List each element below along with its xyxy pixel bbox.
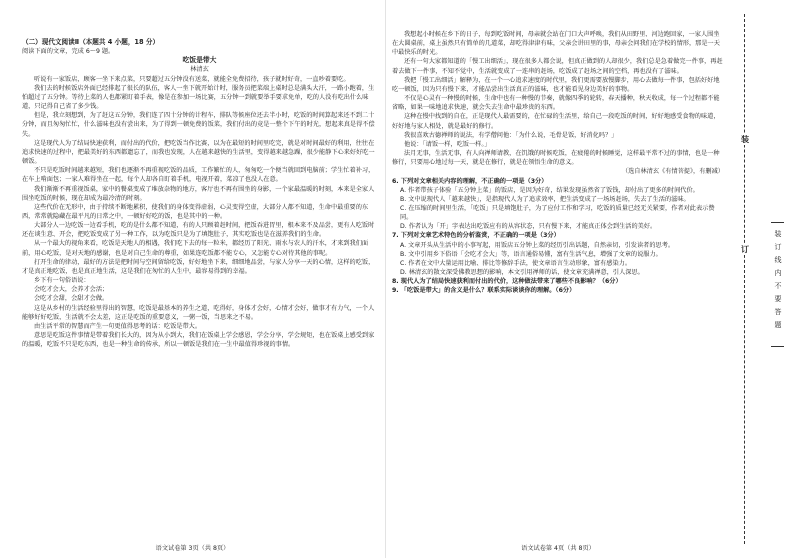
binding-mark-zhuang: 装 (736, 134, 754, 145)
reading-instruction: 阅读下面的文章，完成 6～9 题。 (22, 48, 115, 56)
question-6-option-d: D. 作者认为「开」字表达出吃饭应有的从容状态，只有慢下来，才能真正体会到生活的美好。 (400, 223, 657, 231)
article-paragraph: 不只是吃饭时间越来越短，我们也逐渐不再重视吃饭的品质，工作繁忙的人，匆匆吃一个便当就回到电脑前；学生忙着补习，在车上啃面包；一家人难得坐在一起，每个人却各自盯着手机，电视开着，菜凉了也没人在意。 (22, 167, 375, 184)
binding-rule-bottom (771, 346, 784, 347)
article-paragraph: 意思是吃饭这件事情是带着我们长大的，因为从小到大，我们在饭桌上学会感恩，学会分享，学会规矩，也在饭桌上感受到家的温暖，吃饭不只是吃东西，也是一种生命的传承，所以一顿饭是我们在一生中最值得珍视的事情。 (22, 332, 375, 349)
article-paragraph: 他说：「请饭一样，吃饭一样。」 (404, 140, 491, 148)
binding-dashed-line (744, 14, 745, 544)
article-author: 林清玄 (190, 66, 209, 74)
article-paragraph: 打开生命的律动，最好的方法是把时间与空间留给吃饭，好好地坐下来，细细地品尝，与家人分享一天的心情，这样的吃饭，才是真正地吃饭，也是真正地生活，这是我们在匆忙的人生中，最容易得到的幸福。 (22, 258, 375, 275)
article-paragraph: 法月无事，生活无事，有人向禅师请教，在饥饿的时候吃饭，在疲倦的时候睡觉，这样最平常不过的事情，也是一种修行，只要用心地过每一天，就是在修行，就是在领悟生命的意义。 (392, 150, 720, 167)
article-paragraph: 从一个最大的视角来看，吃饭是天地人的相遇，我们吃下去的每一粒米，都经历了阳光、雨水与农人的汗水，才来到我们面前，用心吃饭，是对天地的感谢，也是对自己生命的尊重，如果连吃饭都不能专心，又怎能专心对待其他的事呢。 (22, 240, 369, 257)
exam-page-left (0, 0, 385, 558)
article-paragraph: 我很喜欢古德禅师的说法，有学僧问他：「为什么说，毛骨是饭，好消化吗？」 (404, 131, 618, 139)
question-7-option-b: B. 文中引用乡下俗语「会吃才会大」等，语言通俗易懂，富有生活气息，增强了文章的说服力。 (400, 250, 662, 258)
question-7-stem: 7. 下列对文章艺术特色的分析鉴赏，不正确的一项是（3分） (392, 232, 560, 240)
article-paragraph: 我们渐渐不再重视饭桌，家中的餐桌变成了堆放杂物的地方，客厅也不再有围坐的身影，一个家最温暖的时刻，本来是全家人围坐吃饭的时候，现在却成为最冷清的时刻。 (22, 185, 375, 202)
article-paragraph: 这种在慢中找到的自在，正是现代人最需要的，在忙碌的生活里，给自己一段吃饭的时间，好好地感受食物的味道，好好地与家人相处，就是最好的修行。 (392, 113, 720, 130)
page-footer-left: 语文试卷第 3页（共 8页） (155, 545, 230, 552)
article-paragraph: 但是，我立刻想到，为了赶这五分钟，我们连了四十分钟的计程车，排队等候座位还去半小时，吃饭的时间算起来还不到二十分钟，而且匆匆忙忙，什么滋味也没有尝出来，为了得到一顿免费的饭菜，我们付出的竟是一整个下午的时光，想起来真是得不偿失。 (22, 112, 375, 138)
article-paragraph: 这些代价在无形中，由于持续不断地累积，使我们的身体变得虚弱，心灵变得空虚，大部分人都不知道，生命中最重要的东西，常常就隐藏在最平凡的日常之中，一顿好好吃的饭，也是其中的一种。 (22, 203, 369, 220)
question-6-option-a: A. 作者带孩子体验「五分钟上菜」的饭店，是因为好奇，结果发现虽然省了饭钱，却付出了更多的时间代价。 (400, 186, 699, 194)
article-paragraph: 还有一句大家都知道的「慢工出细活」，现在很多人都会说，但真正做到的人却很少，我们总是急着做完一件事，再赶着去做下一件事，不知不觉中，生活就变成了一连串的赶场，吃饭成了赶场之间的空档，再也没有了滋味。 (392, 58, 723, 75)
article-paragraph: 不仅是心灵有一种慢的时候，生命中也有一种慢的节奏，就像四季的轮转，春天播种，秋天收成，每一个过程都不能省略，如果一味地追求快速，就会失去生命中最珍贵的东西。 (392, 95, 720, 112)
section-heading: （二）现代文阅读Ⅱ（本题共 4 小题，18 分） (22, 38, 160, 46)
article-paragraph: 我们去的时候饭店外面已经排起了很长的队伍，客人一坐下就开始计时，服务员把菜端上桌时总是满头大汗，一路小跑着，生怕超过了五分钟。等待上菜的人也都紧盯着手表，像是在参加一场比赛，五分钟一到就要举手要求免单，吃的人没有吃出什么味道，只记得自己省了多少钱。 (22, 84, 375, 111)
page-footer-right: 语文试卷第 4页（共 8页） (521, 545, 595, 552)
article-paragraph: 我想起小时候在乡下的日子，每到吃饭时间，母亲就会站在门口大声呼唤，我们从田野里、河边跑回家，一家人围坐在大圆桌前，桌上虽然只有简单的几道菜，却吃得津津有味，父亲会讲田里的事，母亲会问我们在学校的情形，那是一天中最快乐的时光。 (392, 31, 720, 57)
article-title: 吃饭是带大 (182, 56, 217, 65)
article-paragraph: 乡下有一句俗语说： (34, 277, 90, 285)
question-7-option-a: A. 文章开头从生活中的小事写起，用饭店五分钟上菜的经历引出话题，自然亲切，引发读者的思考。 (400, 241, 675, 249)
article-paragraph: 这是现代人为了结局快速获利，而付出的代价，把吃饭当作比赛，以为在最短的时间里吃完，就是对时间最好的利用，往往在追求快速的过程中，把最美好的东西都遗忘了，而我也发现，人在越来越快的生活里，变得越来越急躁，很少能静下心来好好吃一顿饭。 (22, 139, 375, 166)
article-paragraph: 我把「慢工出细活」解释为，在一个一心追求速度的时代里，我们更需要放慢脚步，用心去做每一件事，包括好好地吃一顿饭，因为只有慢下来，才能品尝出生活真正的滋味，也才能看见身边美好的事物。 (392, 76, 720, 93)
article-source: （选自林清玄《有情菩提》，有删减） (621, 168, 724, 176)
question-6-stem: 6. 下列对文章相关内容的理解，不正确的一项是（3分） (392, 177, 548, 185)
question-9: 9. 「吃饭是带大」的含义是什么？联系实际谈谈你的理解。（6分） (392, 287, 576, 295)
article-paragraph: 听说有一家饭店，顾客一坐下来点菜，只要超过五分钟没有送菜，就能全免费招待，孩子就时好奇，一直吵着要吃。 (34, 75, 350, 83)
binding-rule-top (771, 222, 784, 223)
right-column (392, 30, 724, 296)
left-column (22, 38, 377, 349)
article-paragraph: 这是从乡村的生活经验里得出的智慧，吃饭是最基本的养生之道，吃得好，身体才会好，心情才会好，做事才有力气，一个人能够好好吃饭，生活就不会太差，这正是吃饭的重要意义，一粥一饭，当思来之不易。 (22, 304, 375, 321)
article-paragraph: 大部分人一边吃饭一边看手机，吃的是什么都不知道，有的人只顾着赶时间，把饭吞进胃里，根本来不及品尝，更有人吃饭时还在谈生意、开会，把吃饭变成了另一种工作，以为吃饭只是为了填饱肚子，其实吃饭也是在滋养我们的生命。 (22, 222, 375, 239)
question-6-option-b: B. 文中说现代人「越来越快」，是指现代人为了追求效率，把生活变成了一场场赶场，失去了生活的滋味。 (400, 195, 690, 203)
proverb-line: 会吃才会大，会养才会活； (34, 286, 109, 294)
binding-mark-ding: 订 (736, 244, 754, 255)
question-7-option-d: D. 林清玄的散文深受佛教思想的影响，本文引用禅师的话，使文章充满禅意，引人深思。 (400, 269, 644, 277)
question-8: 8. 现代人为了结局快速获利而付出的代价，这种做法带来了哪些不良影响？（6分） (392, 278, 622, 286)
question-6-option-c: C. 在压缩的时间里生活，「吃饭」只是填饱肚子，为了应付工作和学习，吃饭的质量已经无关紧要，作者对此表示赞同。 (400, 204, 715, 222)
binding-notice: 装订线内不要答题 (774, 230, 782, 329)
article-paragraph: 由生活平常的智慧而产生一句更值得思考的话：吃饭是带大。 (34, 322, 202, 330)
proverb-line: 会吃才会甜，会甜才会做。 (34, 295, 109, 303)
exam-page-right (385, 0, 730, 558)
binding-margin (730, 0, 794, 558)
question-7-option-c: C. 作者在文中大量运用比喻、排比等修辞手法，使文章语言生动形象，富有感染力。 (400, 259, 632, 267)
